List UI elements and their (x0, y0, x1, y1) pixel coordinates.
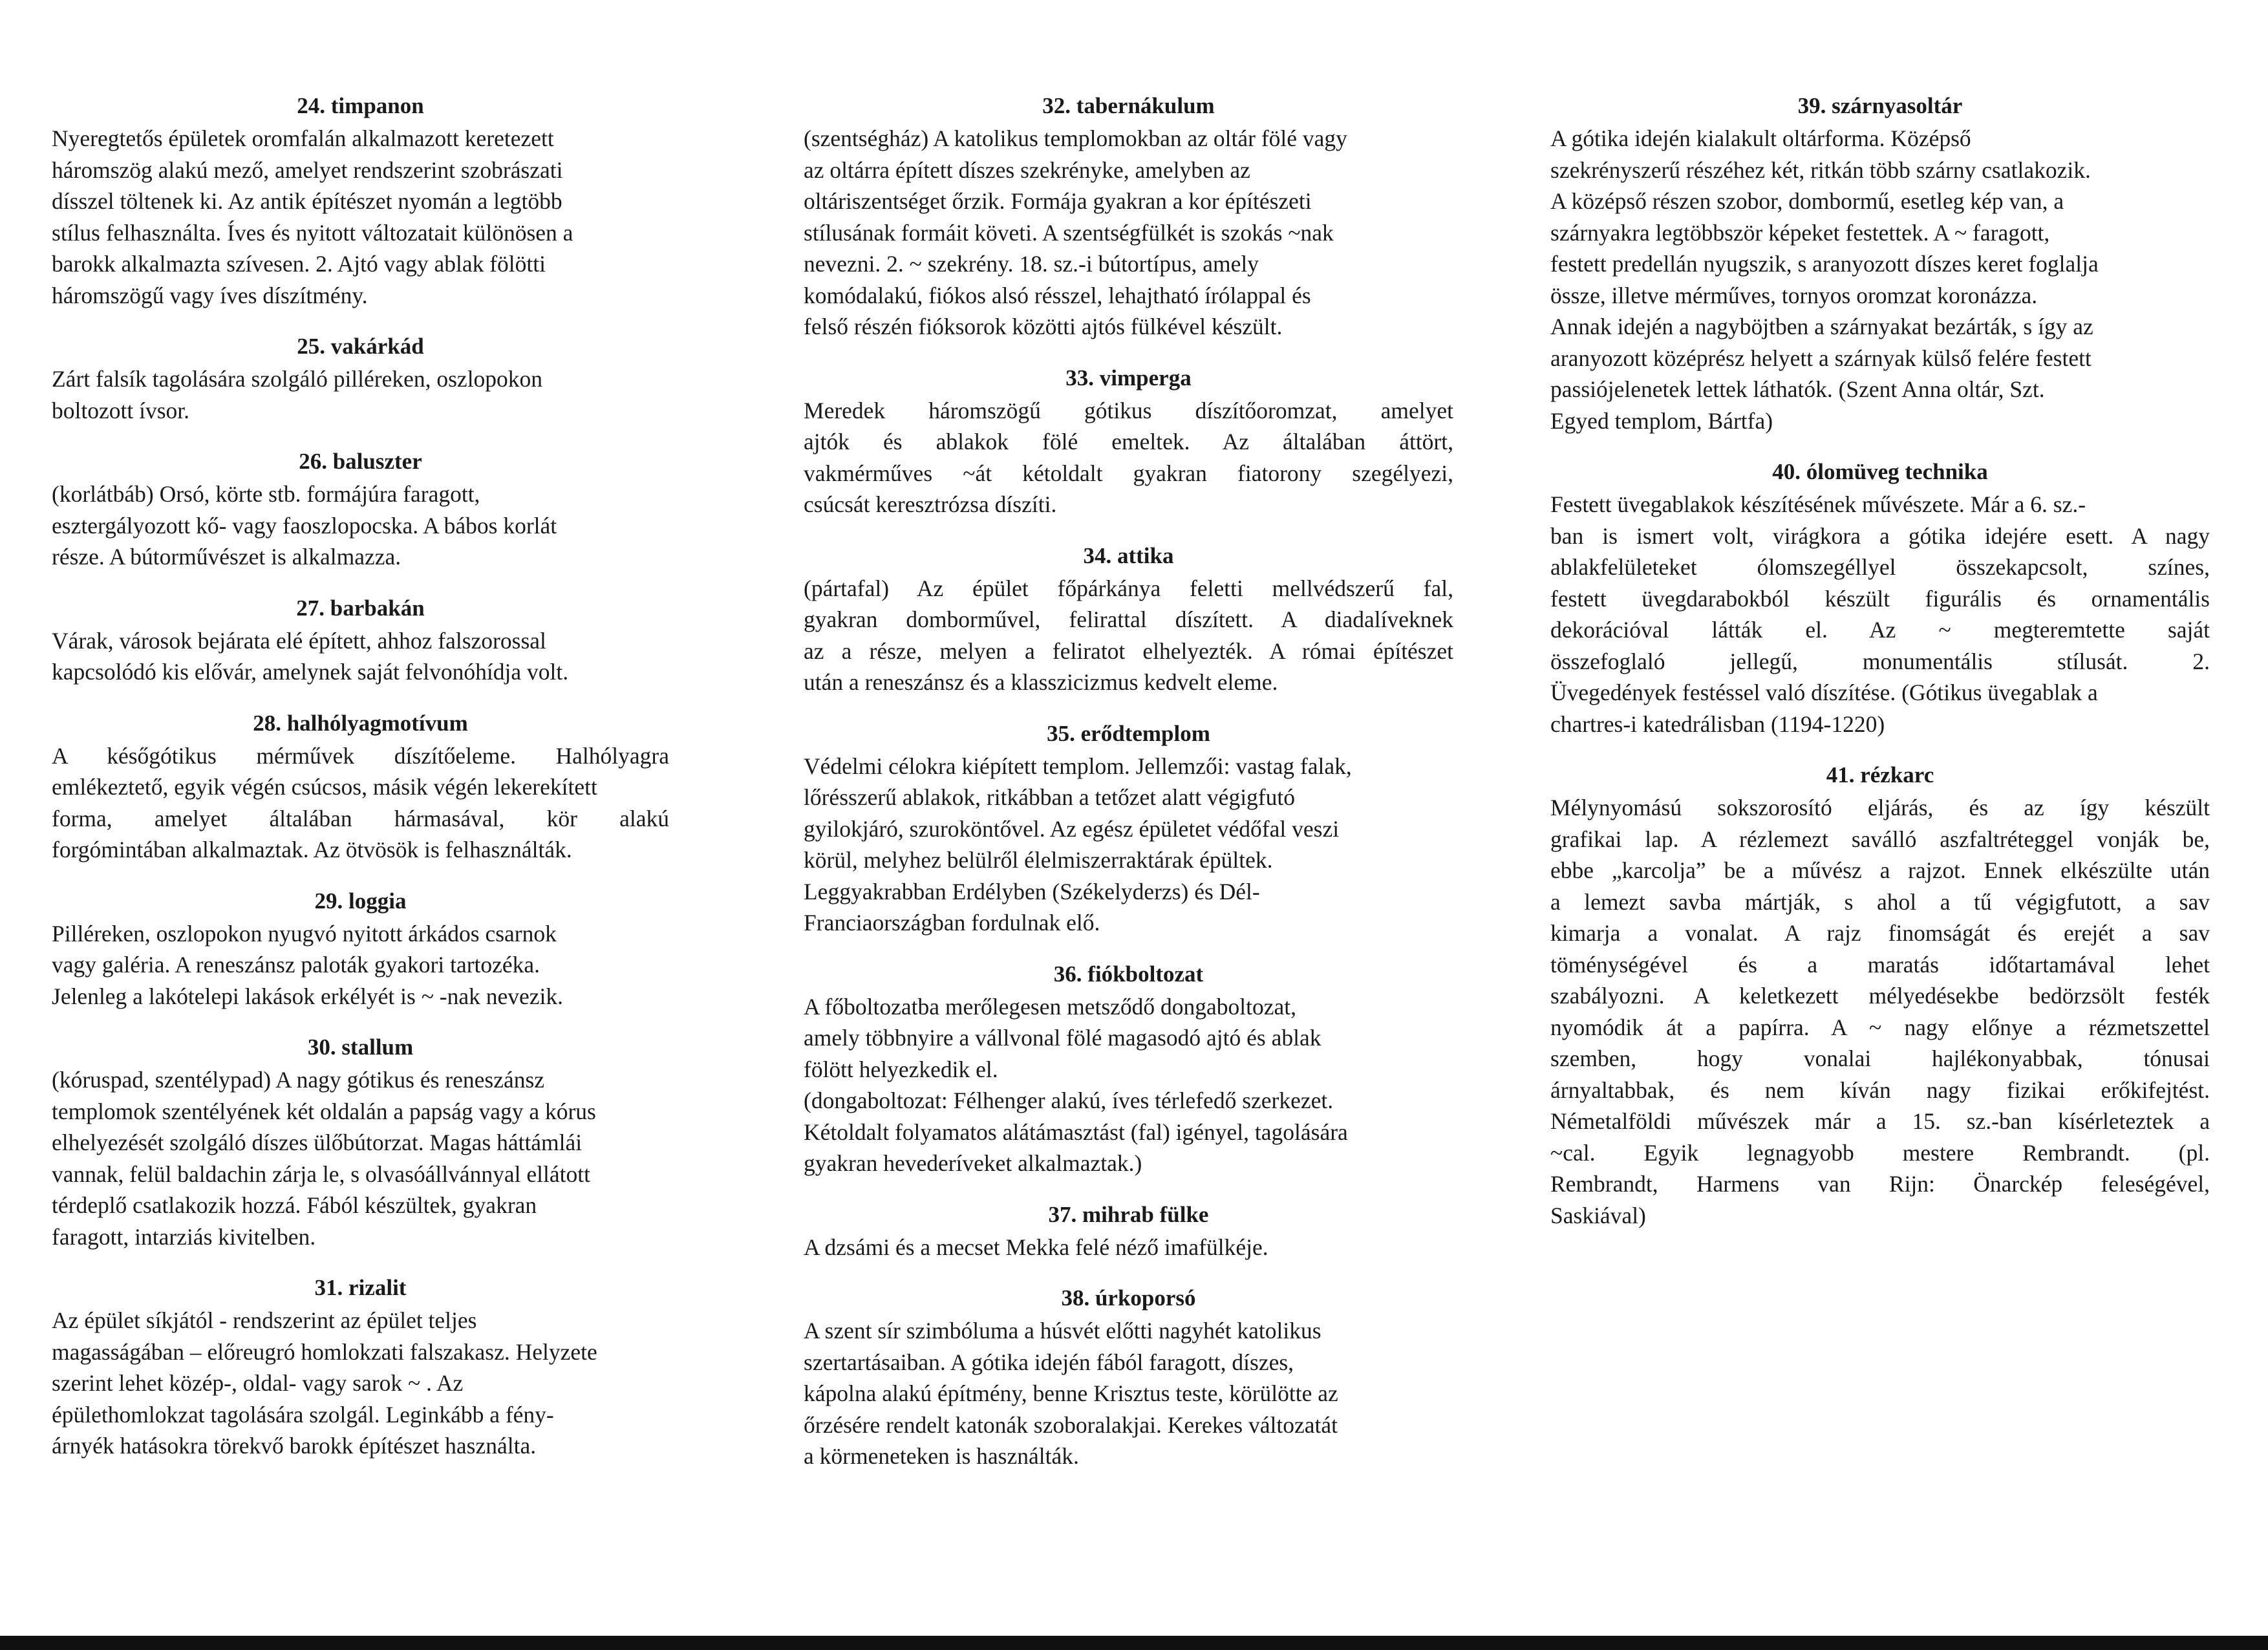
entry-title: 29. loggia (314, 888, 407, 914)
entry-text-line: forma, amelyet általában hármasával, kör alakú (52, 805, 669, 831)
entry-text-line: Pilléreken, oszlopokon nyugvó nyitott árkádos csarnok (52, 920, 557, 947)
entry-title: 39. szárnyasoltár (1797, 93, 1963, 118)
entry-text-line: vagy galéria. A reneszánsz paloták gyakori tartozéka. (52, 952, 540, 978)
entry-text-line: Az épület síkjától - rendszerint az épület teljes (52, 1307, 477, 1333)
entry-text-line: A későgótikus mérművek díszítőeleme. Halhólyagra (52, 742, 669, 769)
glossary-entry (52, 91, 669, 311)
entry-text-line: ~cal. Egyik legnagyobb mestere Rembrandt. (pl. (1550, 1139, 2210, 1166)
entry-text-line: körül, melyhez belülről élelmiszerraktárak épültek. (804, 847, 1273, 873)
entry-text-line: után a reneszánsz és a klasszicizmus kedvelt eleme. (804, 669, 1278, 695)
entry-title: 28. halhólyagmotívum (253, 710, 468, 736)
entry-text-line: Zárt falsík tagolására szolgáló pilléreken, oszlopokon (52, 366, 543, 392)
entry-text-line: (kóruspad, szentélypad) A nagy gótikus és reneszánsz (52, 1067, 545, 1093)
entry-text-line: szerint lehet közép-, oldal- vagy sarok ~ . Az (52, 1370, 464, 1396)
entry-text-line: része. A bútorművészet is alkalmazza. (52, 544, 401, 570)
entry-text-line: árnyék hatásokra törekvő barokk építészet használta. (52, 1433, 537, 1459)
entry-text-line: össze, illetve mérműves, tornyos oromzat koronázza. (1550, 282, 2038, 308)
entry-gap (52, 426, 669, 446)
entry-text-line: az oltárra épített díszes szekrényke, amelyben az (804, 156, 1250, 183)
entry-text-line: felső részén fióksorok közötti ajtós fülkével készült. (804, 314, 1283, 339)
entry-title: 40. ólomüveg technika (1772, 459, 1988, 484)
entry-title: 34. attika (1083, 542, 1174, 568)
entry-gap (804, 1179, 1453, 1199)
entry-text-line: Kétoldalt folyamatos alátámasztást (fal) igényel, tagolására (804, 1119, 1348, 1145)
entry-title: 32. tabernákulum (1042, 93, 1215, 118)
glossary-entry (804, 718, 1453, 939)
entry-text-line: szekrényszerű részéhez két, ritkán több szárny csatlakozik. (1550, 156, 2091, 183)
entry-text-line: árnyaltabbak, és nem kíván nagy fizikai erőkifejtést. (1550, 1077, 2210, 1103)
glossary-entry (1550, 91, 2210, 436)
entry-text-line: ablakfelületeket ólomszegéllyel összekapcsolt, színes, (1550, 554, 2210, 580)
entry-text-line: A középső részen szobor, dombormű, esetleg kép van, a (1550, 188, 2064, 214)
entry-text-line: (szentségház) A katolikus templomokban az oltár fölé vagy (804, 125, 1347, 151)
entry-title: 37. mihrab fülke (1048, 1201, 1209, 1227)
entry-text-line: Németalföldi művészek már a 15. sz.-ban kísérleteztek a (1550, 1108, 2210, 1134)
entry-text-line: A főboltozatba merőlegesen metsződő dongaboltozat, (804, 993, 1297, 1020)
entry-text-line: faragott, intarziás kivitelben. (52, 1223, 316, 1250)
entry-gap (804, 343, 1453, 363)
entry-text-line: a körmeneteken is használták. (804, 1443, 1079, 1469)
glossary-entry (1550, 760, 2210, 1231)
entry-text-line: Annak idején a nagyböjtben a szárnyakat bezárták, s így az (1550, 314, 2093, 339)
entry-text-line: A gótika idején kialakult oltárforma. Középső (1550, 125, 1971, 151)
entry-text-line: (dongaboltozat: Félhenger alakú, íves térlefedő szerkezet. (804, 1088, 1334, 1113)
entry-text-line: Üvegedények festéssel való díszítése. (Gótikus üvegablak a (1550, 680, 2098, 705)
entry-text-line: Meredek háromszögű gótikus díszítőoromzat, amelyet (804, 397, 1453, 423)
entry-text-line: elhelyezését szolgáló díszes ülőbútorzat. Magas háttámlái (52, 1130, 583, 1155)
entry-text-line: emlékeztető, egyik végén csúcsos, másik végén lekerekített (52, 774, 597, 800)
glossary-entry (804, 363, 1453, 520)
entry-text-line: Franciaországban fordulnak elő. (804, 910, 1100, 936)
glossary-entry (52, 446, 669, 573)
entry-text-line: töménységével és a maratás időtartamával lehet (1550, 951, 2210, 978)
entry-text-line: kimarja a vonalat. A rajz finomságát és erejét a sav (1550, 920, 2210, 946)
entry-text-line: őrzésére rendelt katonák szoboralakjai. Kerekes változatát (804, 1411, 1338, 1438)
entry-gap (1550, 740, 2210, 760)
entry-gap (52, 1012, 669, 1032)
entry-text-line: Festett üvegablakok készítésének művészete. Már a 6. sz.- (1550, 491, 2086, 517)
entry-text-line: Nyeregtetős épületek oromfalán alkalmazott keretezett (52, 125, 554, 151)
entry-text-line: szertartásaiban. A gótika idején fából faragott, díszes, (804, 1349, 1294, 1375)
entry-text-line: amely többnyire a vállvonal fölé magasodó ajtó és ablak (804, 1025, 1321, 1051)
entry-text-line: szemben, hogy vonalai hajlékonyabbak, tónusai (1550, 1045, 2210, 1071)
entry-text-line: festett üvegdarabokból készült figurális és ornamentális (1550, 585, 2210, 612)
entry-text-line: forgómintában alkalmaztak. Az ötvösök is felhasználták. (52, 837, 572, 862)
entry-text-line: a lemezt savba mártják, s ahol a tű végigfutott, a sav (1550, 888, 2210, 915)
entry-text-line: összefoglaló jellegű, monumentális stílusát. 2. (1550, 648, 2210, 674)
glossary-entry (804, 959, 1453, 1179)
entry-text-line: kápolna alakú építmény, benne Krisztus teste, körülötte az (804, 1380, 1338, 1406)
entry-text-line: chartres-i katedrálisban (1194-1220) (1550, 711, 1885, 737)
glossary-entry (52, 1032, 669, 1252)
entry-text-line: grafikai lap. A rézlemezt saválló aszfaltréteggel vonják be, (1550, 826, 2210, 852)
entry-text-line: oltáriszentséget őrzik. Formája gyakran a kor építészeti (804, 188, 1312, 214)
glossary-entry (804, 1199, 1453, 1263)
entry-text-line: fölött helyezkedik el. (804, 1056, 998, 1082)
entry-text-line: barokk alkalmazta szívesen. 2. Ajtó vagy ablak fölötti (52, 251, 546, 277)
entry-text-line: szárnyakra legtöbbször képeket festettek. A ~ faragott, (1550, 219, 2050, 246)
entry-text-line: szabályozni. A keletkezett mélyedésekbe bedörzsölt festék (1550, 983, 2210, 1009)
entry-title: 25. vakárkád (297, 334, 424, 359)
entry-text-line: ebbe „karcolja” be a művész a rajzot. Ennek elkészülte után (1550, 857, 2210, 883)
entry-title: 26. baluszter (299, 449, 422, 474)
entry-text-line: lőrésszerű ablakok, ritkábban a tetőzet alatt végigfutó (804, 784, 1295, 810)
entry-text-line: dekorációval látták el. Az ~ megteremtette saját (1550, 617, 2210, 643)
entry-text-line: Védelmi célokra kiépített templom. Jellemzői: vastag falak, (804, 753, 1352, 779)
glossary-entry (804, 541, 1453, 698)
column-right (1550, 91, 2210, 1231)
entry-title: 24. timpanon (297, 93, 424, 118)
entry-title: 38. úrkoporsó (1061, 1285, 1196, 1311)
entry-text-line: gyakran hevederíveket alkalmaztak.) (804, 1150, 1142, 1176)
entry-text-line: kapcsolódó kis elővár, amelynek saját felvonóhídja volt. (52, 659, 569, 685)
entry-text-line: vakmérműves ~át kétoldalt gyakran fiatorony szegélyezi, (804, 460, 1453, 486)
entry-text-line: nevezni. 2. ~ szekrény. 18. sz.-i bútortípus, amely (804, 251, 1259, 277)
glossary-entry (52, 331, 669, 426)
entry-text-line: Mélynyomású sokszorosító eljárás, és az így készült (1550, 795, 2210, 820)
entry-text-line: stílus felhasználta. Íves és nyitott változatait különösen a (52, 219, 573, 246)
entry-gap (804, 520, 1453, 541)
column-middle (804, 91, 1453, 1472)
entry-gap (52, 1252, 669, 1272)
entry-gap (804, 1263, 1453, 1283)
glossary-entry (804, 91, 1453, 343)
entry-text-line: Saskiával) (1550, 1202, 1646, 1228)
glossary-entry (52, 708, 669, 866)
entry-text-line: stílusának formáit követi. A szentségfülkét is szokás ~nak (804, 219, 1334, 246)
entry-text-line: dísszel töltenek ki. Az antik építészet nyomán a legtöbb (52, 188, 562, 214)
column-left (52, 91, 669, 1462)
entry-text-line: A dzsámi és a mecset Mekka felé néző imafülkéje. (804, 1234, 1268, 1260)
glossary-entry (52, 886, 669, 1012)
entry-text-line: térdeplő csatlakozik hozzá. Fából készültek, gyakran (52, 1192, 537, 1218)
entry-gap (1550, 436, 2210, 456)
entry-gap (804, 939, 1453, 959)
glossary-entry (804, 1283, 1453, 1472)
glossary-entry (52, 593, 669, 688)
entry-gap (52, 866, 669, 886)
entry-text-line: magasságában – előreugró homlokzati falszakasz. Helyzete (52, 1338, 597, 1365)
entry-title: 36. fiókboltozat (1053, 961, 1204, 987)
entry-text-line: A szent sír szimbóluma a húsvét előtti nagyhét katolikus (804, 1318, 1321, 1344)
entry-text-line: Várak, városok bejárata elé épített, ahhoz falszorossal (52, 627, 546, 654)
entry-text-line: ajtók és ablakok fölé emeltek. Az általában áttört, (804, 429, 1453, 455)
entry-text-line: Egyed templom, Bártfa) (1550, 407, 1773, 434)
entry-title: 31. rizalit (314, 1275, 407, 1300)
entry-text-line: az a része, melyen a feliratot elhelyezték. A római építészet (804, 638, 1453, 664)
entry-text-line: nyomódik át a papírra. A ~ nagy előnye a rézmetszettel (1550, 1014, 2210, 1040)
entry-text-line: csúcsát keresztrózsa díszíti. (804, 491, 1057, 517)
entry-text-line: komódalakú, fiókos alsó résszel, lehajtható írólappal és (804, 282, 1311, 308)
entry-text-line: gyilokjáró, szuroköntővel. Az egész épületet védőfal veszi (804, 815, 1340, 842)
entry-title: 33. vimperga (1065, 365, 1192, 391)
entry-text-line: festett predellán nyugszik, s aranyozott díszes keret foglalja (1550, 251, 2099, 277)
entry-gap (52, 573, 669, 593)
entry-gap (52, 311, 669, 331)
entry-text-line: esztergályozott kő- vagy faoszlopocska. A bábos korlát (52, 512, 557, 539)
entry-text-line: (korlátbáb) Orsó, körte stb. formájúra faragott, (52, 481, 480, 507)
entry-title: 30. stallum (307, 1034, 414, 1060)
entry-text-line: Jelenleg a lakótelepi lakások erkélyét is ~ -nak nevezik. (52, 983, 564, 1009)
entry-text-line: passiójelenetek lettek láthatók. (Szent Anna oltár, Szt. (1550, 376, 2045, 402)
entry-text-line: vannak, felül baldachin zárja le, s olvasóállvánnyal ellátott (52, 1161, 590, 1187)
entry-gap (52, 688, 669, 708)
bottom-scan-border (0, 1636, 2268, 1650)
entry-text-line: Rembrandt, Harmens van Rijn: Önarckép feleségével, (1550, 1171, 2210, 1197)
entry-text-line: háromszög alakú mező, amelyet rendszerint szobrászati (52, 156, 563, 183)
entry-text-line: épülethomlokzat tagolására szolgál. Leginkább a fény- (52, 1401, 554, 1428)
entry-title: 41. rézkarc (1826, 762, 1934, 788)
entry-text-line: háromszögű vagy íves díszítmény. (52, 282, 368, 308)
entry-text-line: templomok szentélyének két oldalán a papság vagy a kórus (52, 1098, 596, 1124)
entry-title: 35. erődtemplom (1047, 720, 1210, 746)
entry-text-line: (pártafal) Az épület főpárkánya feletti mellvédszerű fal, (804, 575, 1453, 601)
entry-text-line: Leggyakrabban Erdélyben (Székelyderzs) és Dél- (804, 878, 1260, 905)
glossary-entry (52, 1272, 669, 1462)
entry-text-line: ban is ismert volt, virágkora a gótika idejére esett. A nagy (1550, 522, 2210, 549)
entry-text-line: gyakran domborművel, felirattal díszített. A diadalíveknek (804, 606, 1453, 632)
entry-gap (804, 698, 1453, 718)
entry-text-line: aranyozott középrész helyett a szárnyak külső felére festett (1550, 345, 2091, 371)
entry-title: 27. barbakán (296, 595, 425, 621)
entry-text-line: boltozott ívsor. (52, 397, 189, 423)
glossary-entry (1550, 456, 2210, 740)
